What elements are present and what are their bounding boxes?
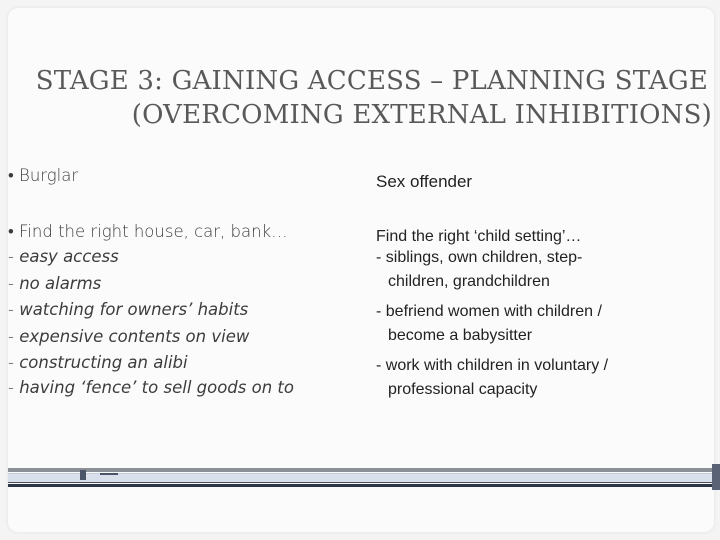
burglar-item-text: expensive contents on view (19, 326, 250, 346)
slide (8, 8, 714, 532)
divider-bottom-line (8, 484, 720, 487)
item-line-2: professional capacity (388, 381, 538, 398)
footer-divider (8, 464, 720, 490)
burglar-item-text: watching for owners’ habits (19, 300, 249, 319)
title-line-2: (OVERCOMING EXTERNAL INHIBITIONS) (131, 100, 712, 130)
item-line-2: become a babysitter (388, 327, 533, 344)
burglar-item: - watching for owners’ habits (8, 300, 249, 319)
sex-offender-intro: Find the right ‘child setting’… (376, 228, 582, 245)
sex-offender-column (376, 166, 696, 408)
burglar-heading: • Burglar (8, 166, 79, 185)
item-line-2: children, grandchildren (388, 273, 550, 290)
divider-marker (100, 473, 118, 475)
sex-offender-heading: Sex offender (376, 172, 473, 191)
slide-title (8, 64, 714, 132)
burglar-item: - easy access (8, 247, 119, 266)
divider-top-line (8, 468, 720, 472)
title-line-1: STAGE 3: GAINING ACCESS – PLANNING STAGE (35, 66, 708, 96)
burglar-item-text: having ‘fence’ to sell goods on to (19, 377, 294, 397)
divider-marker (80, 470, 86, 480)
sex-offender-item (376, 246, 696, 294)
burglar-body (8, 222, 308, 399)
item-line-1: - befriend women with children / (376, 303, 602, 320)
sex-offender-body (376, 224, 696, 402)
burglar-column (8, 166, 308, 399)
divider-end-cap (712, 464, 720, 490)
item-line-1: - work with children in voluntary / (376, 357, 609, 374)
burglar-item-text: constructing an alibi (19, 353, 188, 372)
sex-offender-item (376, 354, 696, 402)
burglar-item-text: no alarms (19, 273, 102, 293)
burglar-item-text: easy access (19, 247, 119, 266)
burglar-intro: • Find the right house, car, bank… (8, 222, 288, 241)
sex-offender-item (376, 300, 696, 348)
burglar-item: - no alarms (8, 273, 102, 293)
burglar-item: - constructing an alibi (8, 353, 188, 372)
burglar-item: - expensive contents on view (8, 326, 250, 346)
burglar-item: - having ‘fence’ to sell goods on to (8, 377, 294, 397)
item-line-1: - siblings, own children, step- (376, 249, 583, 266)
